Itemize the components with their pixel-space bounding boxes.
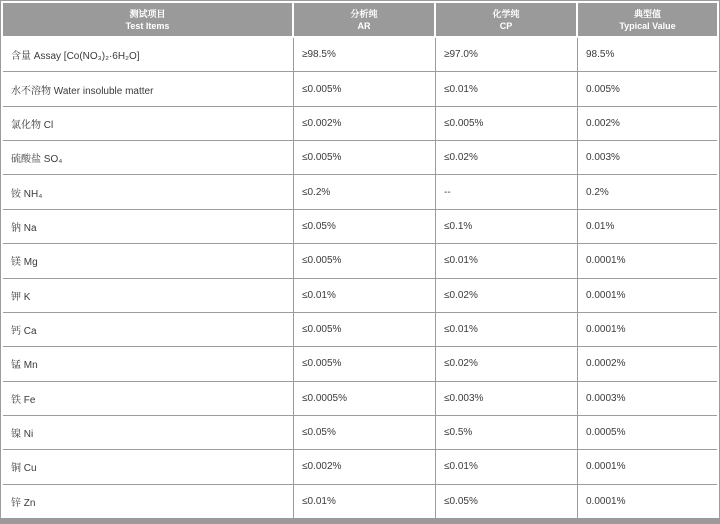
- table-row: [3, 313, 717, 347]
- column-header-cp: [436, 3, 576, 36]
- cell-ar-value: ≤0.005%: [294, 244, 436, 277]
- table-row: [3, 38, 717, 72]
- cell-typical-value: 0.0001%: [586, 255, 626, 267]
- cell-ar-value: ≤0.01%: [294, 485, 436, 518]
- table-row: [3, 450, 717, 484]
- cell-cp-value: ≤0.003%: [436, 382, 578, 415]
- cell-typical-value: 0.003%: [586, 152, 620, 164]
- cell-ar-value: ≤0.002%: [294, 107, 436, 140]
- cell-test-item: 钾 K: [3, 279, 294, 312]
- column-header-typical-value-en: Typical Value: [619, 20, 676, 31]
- cell-typical-value: 98.5%: [586, 49, 615, 61]
- cell-typical-value: 0.0003%: [586, 392, 626, 404]
- cell-test-item: 钠 Na: [3, 210, 294, 243]
- cell-test-item: 镍 Ni: [3, 416, 294, 449]
- cell-typical-value: 0.01%: [586, 220, 615, 232]
- cell-ar-value: ≤0.002%: [294, 450, 436, 483]
- cell-ar-value: ≥98.5%: [294, 38, 436, 71]
- cell-ar-value: ≤0.05%: [294, 210, 436, 243]
- column-header-typical-value-zh: 典型值: [633, 8, 661, 19]
- cell-test-item: 铵 NH₄: [3, 175, 294, 208]
- cell-ar-value: ≤0.0005%: [294, 382, 436, 415]
- cell-test-item: 钙 Ca: [3, 313, 294, 346]
- table-row: [3, 107, 717, 141]
- column-header-ar-zh: 分析纯: [350, 8, 378, 19]
- cell-typical-value: 0.0001%: [586, 495, 626, 507]
- cell-test-item: 锰 Mn: [3, 347, 294, 380]
- table-row: [3, 72, 717, 106]
- table-row: [3, 141, 717, 175]
- cell-cp-value: ≤0.05%: [436, 485, 578, 518]
- column-header-ar: [294, 3, 434, 36]
- cell-test-item: 镁 Mg: [3, 244, 294, 277]
- cell-cp-value: ≤0.01%: [436, 313, 578, 346]
- cell-cp-value: ≤0.02%: [436, 141, 578, 174]
- cell-ar-value: ≤0.05%: [294, 416, 436, 449]
- cell-ar-value: ≤0.005%: [294, 347, 436, 380]
- cell-test-item: 铜 Cu: [3, 450, 294, 483]
- cell-test-item: 铁 Fe: [3, 382, 294, 415]
- cell-ar-value: ≤0.005%: [294, 72, 436, 105]
- cell-cp-value: ≤0.02%: [436, 347, 578, 380]
- cell-test-item: 水不溶物 Water insoluble matter: [3, 72, 294, 105]
- column-header-ar-en: AR: [357, 20, 371, 31]
- cell-ar-value: ≤0.2%: [294, 175, 436, 208]
- table-row: [3, 416, 717, 450]
- cell-ar-value: ≤0.01%: [294, 279, 436, 312]
- cell-cp-value: ≤0.005%: [436, 107, 578, 140]
- table-header-row: [3, 3, 717, 36]
- table-row: [3, 210, 717, 244]
- table-row: [3, 244, 717, 278]
- cell-cp-value: ≤0.01%: [436, 244, 578, 277]
- cell-typical-value: 0.002%: [586, 117, 620, 129]
- column-header-cp-en: CP: [499, 20, 513, 31]
- column-header-test-items-zh: 测试项目: [129, 8, 166, 19]
- cell-typical-value: 0.0005%: [586, 427, 626, 439]
- cell-test-item: 含量 Assay [Co(NO₃)₂·6H₂O]: [3, 38, 294, 71]
- column-header-cp-zh: 化学纯: [492, 8, 520, 19]
- table-row: [3, 485, 717, 518]
- cell-ar-value: ≤0.005%: [294, 313, 436, 346]
- table-row: [3, 382, 717, 416]
- cell-cp-value: ≤0.02%: [436, 279, 578, 312]
- cell-ar-value: ≤0.005%: [294, 141, 436, 174]
- cell-cp-value: ≤0.5%: [436, 416, 578, 449]
- cell-cp-value: ≤0.01%: [436, 450, 578, 483]
- cell-typical-value: 0.0001%: [586, 461, 626, 473]
- table-row: [3, 347, 717, 381]
- cell-test-item: 锌 Zn: [3, 485, 294, 518]
- cell-typical-value: 0.0001%: [586, 324, 626, 336]
- cell-test-item: 硫酸盐 SO₄: [3, 141, 294, 174]
- table-bottom-bar: [1, 518, 719, 523]
- cell-typical-value: 0.0001%: [586, 289, 626, 301]
- cell-cp-value: ≥97.0%: [436, 38, 578, 71]
- column-header-test-items-en: Test Items: [125, 20, 170, 31]
- table-body: [3, 38, 717, 518]
- table-row: [3, 175, 717, 209]
- cell-test-item: 氯化物 Cl: [3, 107, 294, 140]
- column-header-test-items: [3, 3, 292, 36]
- column-header-typical-value: [578, 3, 717, 36]
- cell-typical-value: 0.2%: [586, 186, 609, 198]
- cell-typical-value: 0.005%: [586, 83, 620, 95]
- table-row: [3, 279, 717, 313]
- cell-cp-value: --: [436, 175, 578, 208]
- cell-cp-value: ≤0.01%: [436, 72, 578, 105]
- cell-cp-value: ≤0.1%: [436, 210, 578, 243]
- cell-typical-value: 0.0002%: [586, 358, 626, 370]
